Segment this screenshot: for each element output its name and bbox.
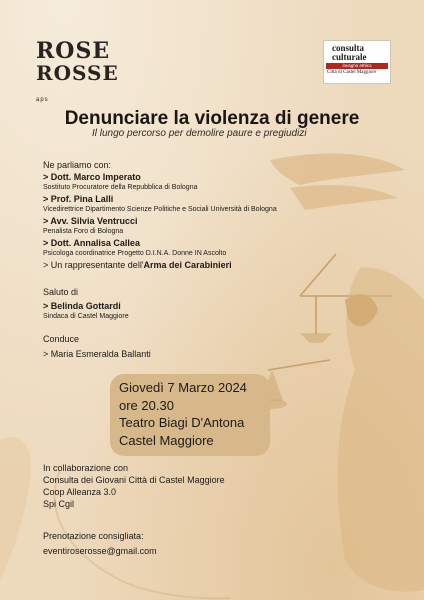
speaker-role: Sostituto Procuratore della Repubblica di Bologna [43, 184, 198, 191]
event-time: ore 20.30 [119, 397, 174, 413]
extra-speaker-prefix: > Un rappresentante dell' [43, 260, 144, 270]
consulta-line-1: consulta [332, 43, 365, 53]
consulta-line-2: culturale [332, 52, 367, 62]
speaker-name: > Avv. Silvia Ventrucci [43, 216, 138, 226]
collaboration-section [43, 462, 225, 510]
logo-line-2-text: ROSSE [36, 61, 119, 85]
speaker-role: Penalista Foro di Bologna [43, 228, 124, 235]
host-section [43, 333, 151, 360]
consulta-band: lavagna ethica [326, 63, 388, 69]
speaker-role: Psicologa coordinatrice Progetto D.I.N.A. Donne IN Ascolto [43, 250, 227, 257]
speaker-name: > Dott. Marco Imperato [43, 172, 141, 182]
logo-suffix: aps [36, 97, 49, 103]
brush-stroke-left [0, 437, 31, 580]
host-name: > Maria Esmeralda Ballanti [43, 349, 151, 359]
consulta-culturale-logo [323, 40, 391, 84]
page-subtitle: Il lungo percorso per demolire paure e pregiudizi [92, 128, 307, 139]
collab-heading: In collaborazione con [43, 463, 129, 473]
speaker-name: > Dott. Annalisa Callea [43, 238, 140, 248]
booking-section [43, 530, 157, 557]
booking-label: Prenotazione consigliata: [43, 531, 144, 541]
logo-line-2 [36, 63, 126, 103]
extra-speaker [43, 259, 277, 271]
greeting-heading: Saluto di [43, 287, 79, 297]
event-city: Castel Maggiore [119, 432, 214, 448]
lady-justice-figure [258, 254, 424, 592]
rose-rosse-logo [36, 40, 126, 103]
booking-email[interactable]: eventiroserosse@gmail.com [43, 546, 157, 556]
greeting-section [43, 286, 129, 322]
speakers-section [43, 159, 277, 271]
event-venue: Teatro Biagi D'Antona [119, 415, 245, 430]
page-title: Denunciare la violenza di genere [64, 108, 360, 129]
extra-speaker-bold: Arma dei Carabinieri [143, 260, 232, 270]
speakers-heading: Ne parliamo con: [43, 160, 112, 170]
host-heading: Conduce [43, 334, 80, 344]
greeting-role: Sindaca di Castel Maggiore [43, 313, 129, 320]
consulta-sub: Città di Castel Maggiore [327, 70, 377, 75]
speaker-name: > Prof. Pina Lalli [43, 194, 114, 204]
greeting-name: > Belinda Gottardi [43, 301, 121, 311]
collab-item: Spi Cgil [43, 499, 75, 509]
event-date: Giovedì 7 Marzo 2024 [119, 380, 247, 395]
collab-item: Consulta dei Giovani Città di Castel Maggiore [43, 475, 225, 485]
logo-line-1: ROSE [36, 38, 111, 64]
collab-item: Coop Alleanza 3.0 [43, 487, 117, 497]
event-details-box [110, 374, 270, 456]
brush-stroke-top [270, 153, 405, 210]
speaker-role: Vicedirettrice Dipartimento Scienze Politiche e Sociali Università di Bologna [43, 206, 277, 213]
